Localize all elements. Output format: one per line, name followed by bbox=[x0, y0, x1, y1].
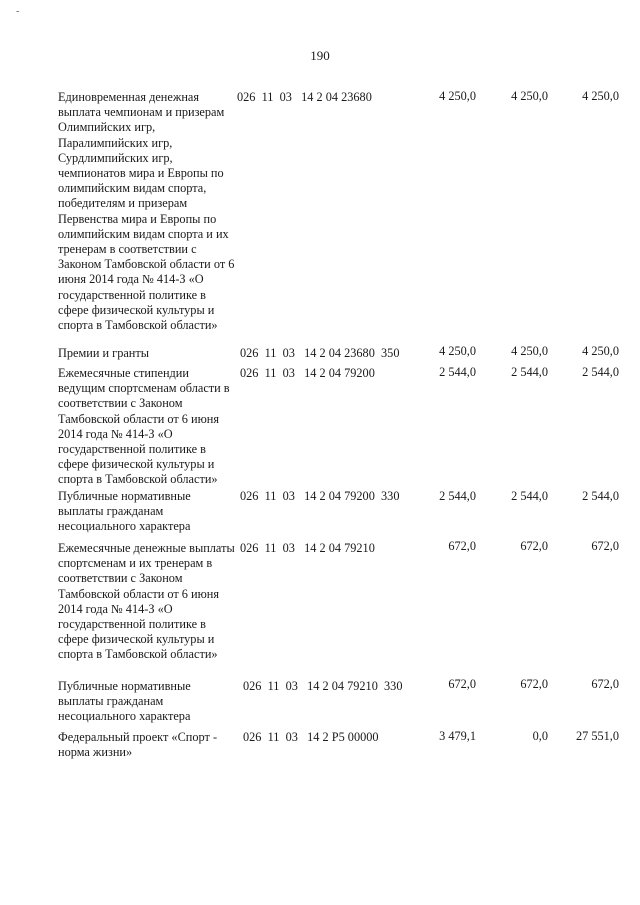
ministry-code: 026 bbox=[240, 346, 259, 360]
ministry-code: 026 bbox=[243, 730, 262, 744]
row-code bbox=[243, 730, 385, 745]
value-year-2: 672,0 bbox=[520, 677, 548, 691]
value-year-3: 4 250,0 bbox=[582, 344, 619, 358]
subsection-code: 03 bbox=[282, 366, 295, 380]
value-year-3: 2 544,0 bbox=[582, 365, 619, 379]
target-code: 14 2 04 79200 bbox=[304, 366, 375, 380]
subsection-code: 03 bbox=[285, 730, 298, 744]
ministry-code: 026 bbox=[237, 90, 256, 104]
value-year-2: 672,0 bbox=[520, 539, 548, 553]
subsection-code: 03 bbox=[279, 90, 292, 104]
ministry-code: 026 bbox=[240, 541, 259, 555]
value-year-1: 2 544,0 bbox=[439, 365, 476, 379]
value-year-2: 2 544,0 bbox=[511, 489, 548, 503]
subsection-code: 03 bbox=[282, 489, 295, 503]
target-code: 14 2 04 79210 bbox=[304, 541, 375, 555]
row-name: Публичные нормативные выплаты гражданам несоциального характера bbox=[58, 679, 191, 724]
scan-corner-mark: - bbox=[16, 6, 20, 17]
value-year-3: 672,0 bbox=[591, 539, 619, 553]
value-year-3: 2 544,0 bbox=[582, 489, 619, 503]
expense-type-code: 330 bbox=[384, 679, 403, 693]
value-year-3: 27 551,0 bbox=[575, 729, 619, 743]
row-code bbox=[237, 90, 378, 105]
target-code: 14 2 04 79210 bbox=[307, 679, 378, 693]
row-name: Федеральный проект «Спорт - норма жизни» bbox=[58, 730, 218, 760]
section-code: 11 bbox=[267, 730, 280, 744]
expense-type-code: 330 bbox=[381, 489, 400, 503]
row-code bbox=[240, 541, 381, 556]
subsection-code: 03 bbox=[282, 346, 295, 360]
value-year-1: 4 250,0 bbox=[439, 89, 476, 103]
value-year-3: 4 250,0 bbox=[582, 89, 619, 103]
value-year-2: 0,0 bbox=[532, 729, 548, 743]
value-year-1: 4 250,0 bbox=[439, 344, 476, 358]
section-code: 11 bbox=[264, 366, 277, 380]
ministry-code: 026 bbox=[240, 489, 259, 503]
page-number: 190 bbox=[310, 48, 330, 63]
value-year-2: 4 250,0 bbox=[511, 89, 548, 103]
row-code bbox=[240, 366, 381, 381]
subsection-code: 03 bbox=[282, 541, 295, 555]
section-code: 11 bbox=[264, 541, 277, 555]
value-year-1: 2 544,0 bbox=[439, 489, 476, 503]
row-name: Единовременная денежная выплата чемпионам и призерам Олимпийских игр, Паралимпийских игр, Сурдлимпийских игр, чемпионатов мира и Европы по олимпийским видам спорта, победителям и призерам Первенства мира и Европы по олимпийским видам спорта и их тренерам в соответствии с Законом Тамбовской области от 6 июня 2014 года № 414-З «О государственной политике в сфере физической культуры и спорта в Тамбовской области» bbox=[58, 90, 235, 333]
target-code: 14 2 04 23680 bbox=[304, 346, 375, 360]
section-code: 11 bbox=[264, 346, 277, 360]
value-year-1: 3 479,1 bbox=[439, 729, 476, 743]
ministry-code: 026 bbox=[243, 679, 262, 693]
value-year-1: 672,0 bbox=[448, 539, 476, 553]
row-name: Публичные нормативные выплаты гражданам несоциального характера bbox=[58, 489, 191, 534]
row-name: Премии и гранты bbox=[58, 346, 150, 360]
section-code: 11 bbox=[264, 489, 277, 503]
section-code: 11 bbox=[267, 679, 280, 693]
subsection-code: 03 bbox=[285, 679, 298, 693]
row-code bbox=[240, 346, 399, 361]
value-year-1: 672,0 bbox=[448, 677, 476, 691]
target-code: 14 2 04 79200 bbox=[304, 489, 375, 503]
section-code: 11 bbox=[261, 90, 274, 104]
value-year-2: 2 544,0 bbox=[511, 365, 548, 379]
row-name: Ежемесячные стипендии ведущим спортсменам области в соответствии с Законом Тамбовской области от 6 июня 2014 года № 414-З «О государственной политике в сфере физической культуры и спорта в Тамбовской области» bbox=[58, 366, 230, 487]
expense-type-code: 350 bbox=[381, 346, 400, 360]
value-year-2: 4 250,0 bbox=[511, 344, 548, 358]
row-code bbox=[240, 489, 399, 504]
ministry-code: 026 bbox=[240, 366, 259, 380]
row-code bbox=[243, 679, 402, 694]
target-code: 14 2 P5 00000 bbox=[307, 730, 379, 744]
target-code: 14 2 04 23680 bbox=[301, 90, 372, 104]
value-year-3: 672,0 bbox=[591, 677, 619, 691]
row-name: Ежемесячные денежные выплаты спортсменам и их тренерам в соответствии с Законом Тамбовской области от 6 июня 2014 года № 414-З «О государственной политике в сфере физической культуры и спорта в Тамбовской области» bbox=[58, 541, 235, 662]
